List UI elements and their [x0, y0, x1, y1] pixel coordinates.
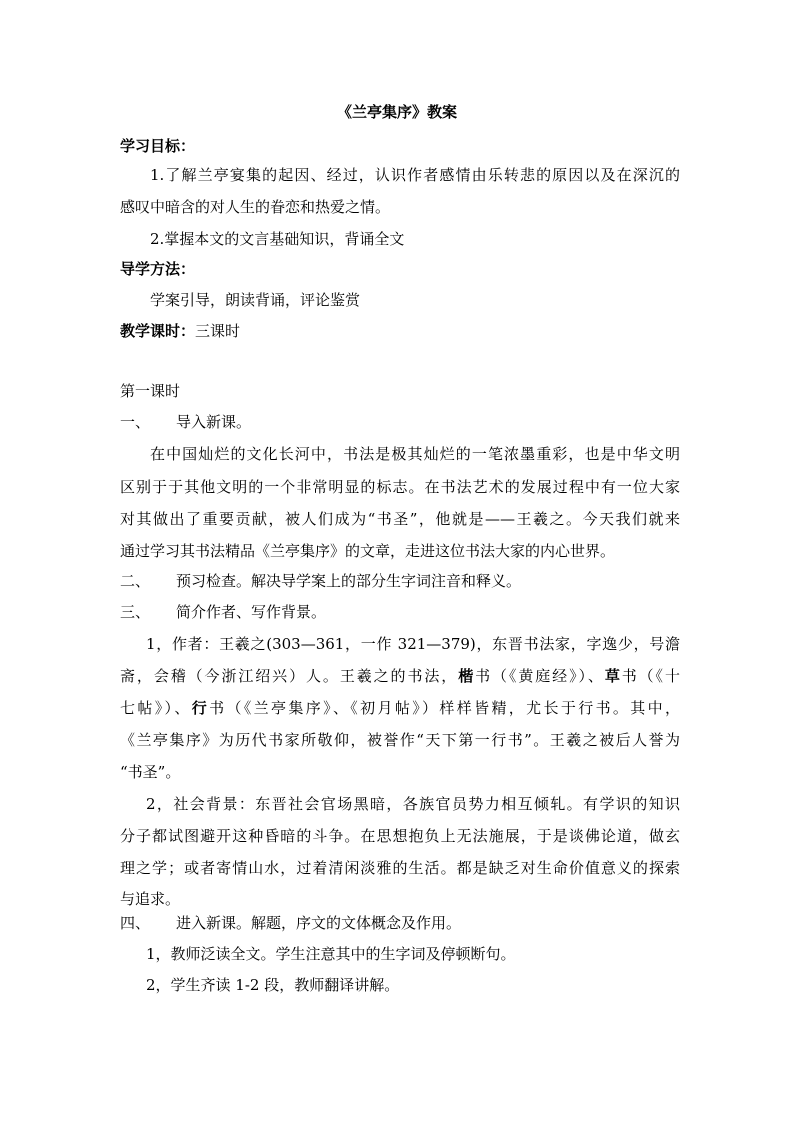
- section-2-text: 预习检查。解决导学案上的部分生字词注音和释义。: [176, 572, 522, 590]
- section-1-text: 导入新课。: [176, 413, 252, 431]
- author-line-2-part-c: 书（《黄庭经》）、: [475, 667, 605, 685]
- hours-value: 三课时: [195, 322, 241, 340]
- objective-1-line-2: 感叹中暗含的对人生的眷恋和热爱之情。: [120, 198, 391, 216]
- author-xingshu-bold: 行: [191, 699, 210, 717]
- method-heading: 导学方法：: [120, 260, 196, 278]
- section-4-text: 进入新课。解题，序文的文体概念及作用。: [176, 914, 462, 932]
- author-line-1: 1，作者：王羲之(303—361，一作 321—379)，东晋书法家，字逸少，号澹: [146, 635, 680, 653]
- author-kaishu-bold: 楷: [458, 667, 476, 685]
- background-line-4: 与追求。: [120, 890, 181, 908]
- section-3-number: 三、: [120, 603, 151, 621]
- document-title: 《兰亭集序》教案: [336, 103, 457, 121]
- intro-line-2: 区别于于其他文明的一个非常明显的标志。在书法艺术的发展过程中有一位大家: [120, 478, 680, 496]
- hours-label: 教学课时：: [120, 322, 196, 340]
- section-2-number: 二、: [120, 572, 151, 590]
- background-line-1: 2，社会背景：东晋社会官场黑暗，各族官员势力相互倾轧。有学识的知识: [146, 795, 680, 813]
- author-line-3: [120, 697, 680, 719]
- author-line-5: “书圣”。: [120, 763, 181, 781]
- author-line-3-part-c: 书（《兰亭集序》、《初月帖》）样样皆精，尤长于行书。其中，: [209, 699, 680, 717]
- section-4-heading: [120, 912, 680, 934]
- section-1-heading: [120, 411, 680, 433]
- section-4-number: 四、: [120, 914, 151, 932]
- section-1-number: 一、: [120, 413, 151, 431]
- method-text: 学案引导，朗读背诵，评论鉴赏: [150, 291, 361, 309]
- author-line-4: 《兰亭集序》为历代书家所敬仰，被誉作“天下第一行书”。王羲之被后人誉为: [120, 731, 680, 749]
- hours-row: [120, 320, 680, 342]
- author-line-3-part-a: 七帖》）、: [120, 699, 192, 717]
- objective-1-line-1: 1.了解兰亭宴集的起因、经过，认识作者感情由乐转悲的原因以及在深沉的: [150, 166, 680, 184]
- objective-2: 2.掌握本文的文言基础知识，背诵全文: [150, 230, 405, 248]
- step-2: 2，学生齐读 1-2 段，教师翻译讲解。: [146, 976, 400, 994]
- background-line-3: 理之学；或者寄情山水，过着清闲淡雅的生活。都是缺乏对生命价值意义的探索: [120, 859, 680, 877]
- lesson-1-heading: 第一课时: [120, 382, 181, 400]
- author-line-2: [120, 665, 680, 687]
- objectives-heading: 学习目标：: [120, 137, 196, 155]
- section-3-heading: [120, 601, 680, 623]
- section-2-heading: [120, 570, 680, 592]
- background-line-2: 分子都试图避开这种昏暗的斗争。在思想抱负上无法施展，于是谈佛论道，做玄: [120, 827, 680, 845]
- author-caoshu-bold: 草: [604, 667, 622, 685]
- intro-line-4: 通过学习其书法精品《兰亭集序》的文章，走进这位书法大家的内心世界。: [120, 542, 616, 560]
- author-line-2-part-a: 斋，会稽（今浙江绍兴）人。王羲之的书法，: [120, 667, 459, 685]
- author-line-2-part-d: 书（《十: [621, 667, 680, 685]
- intro-line-3: 对其做出了重要贡献，被人们成为“书圣”，他就是——王羲之。今天我们就来: [120, 510, 680, 528]
- section-3-text: 简介作者、写作背景。: [176, 603, 327, 621]
- intro-line-1: 在中国灿烂的文化长河中，书法是极其灿烂的一笔浓墨重彩，也是中华文明: [150, 445, 680, 463]
- step-1: 1，教师泛读全文。学生注意其中的生字词及停顿断句。: [146, 945, 516, 963]
